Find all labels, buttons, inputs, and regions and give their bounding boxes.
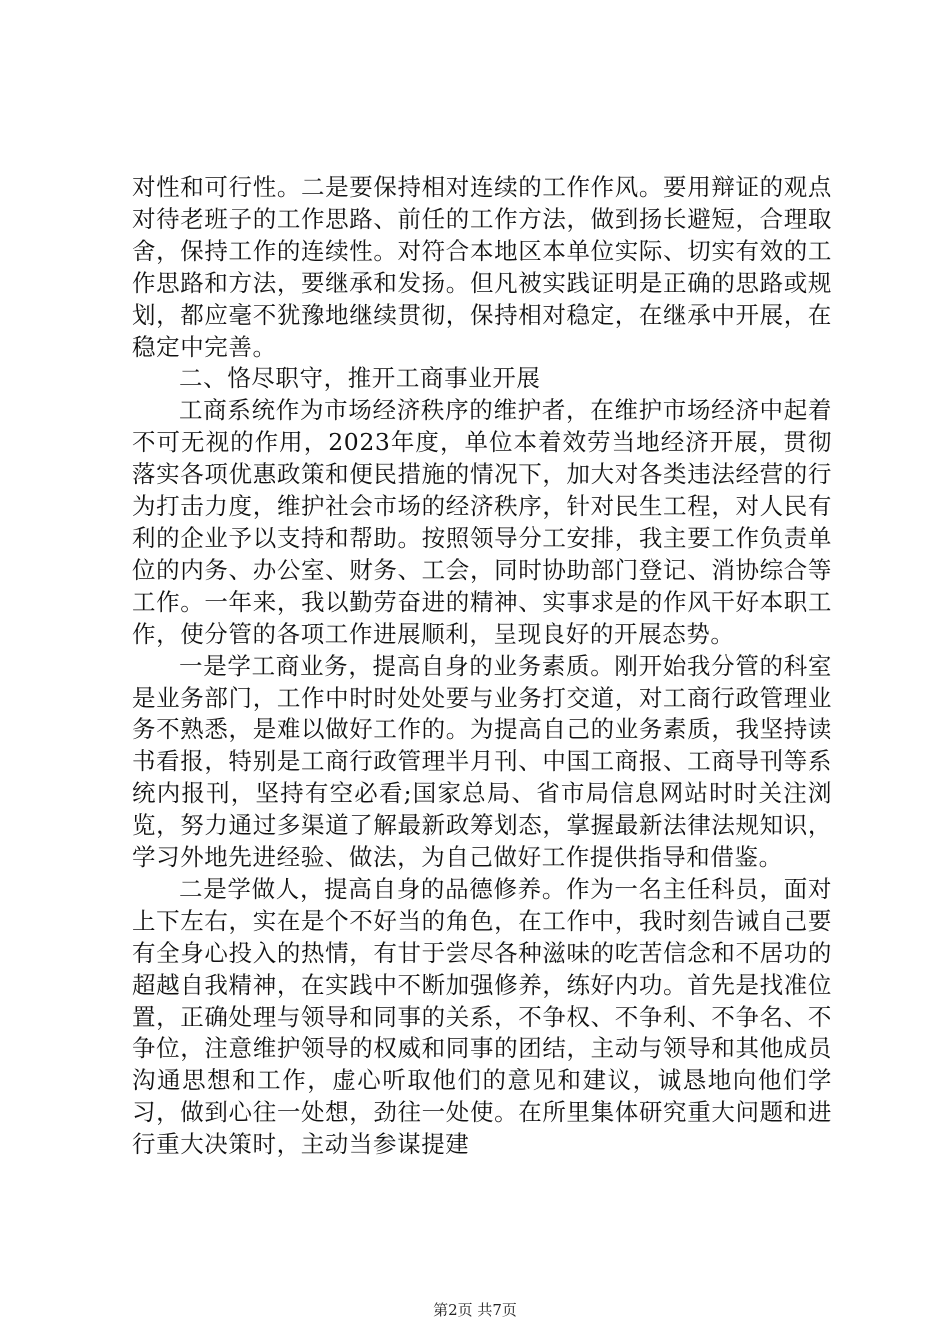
paragraph-business-study: 一是学工商业务，提高自身的业务素质。刚开始我分管的科室是业务部门，工作中时时处处要与业务打交道，对工商行政管理业务不熟悉，是难以做好工作的。为提高自己的业务素质，我坚持读书看报，特别是工商行政管理半月刊、中国工商报、工商导刊等系统内报刊，坚持有空必看;国家总局、省市局信息网站时时关注浏览，努力通过多渠道了解最新政筹划态，掌握最新法律法规知识，学习外地先进经验、做法，为自己做好工作提供指导和借鉴。 — [132, 651, 832, 872]
paragraph-continuation: 对性和可行性。二是要保持相对连续的工作作风。要用辩证的观点对待老班子的工作思路、前任的工作方法，做到扬长避短，合理取舍，保持工作的连续性。对符合本地区本单位实际、切实有效的工作思路和方法，要继承和发扬。但凡被实践证明是正确的思路或规划，都应毫不犹豫地继续贯彻，保持相对稳定，在继承中开展，在稳定中完善。 — [132, 173, 832, 361]
section-heading: 二、恪尽职守，推开工商事业开展 — [179, 364, 541, 393]
paragraph-moral-cultivation: 二是学做人，提高自身的品德修养。作为一名主任科员，面对上下左右，实在是个不好当的角色，在工作中，我时刻告诫自己要有全身心投入的热情，有甘于尝尽各种滋味的吃苦信念和不居功的超越自我精神，在实践中不断加强修养，练好内功。首先是找准位置，正确处理与领导和同事的关系，不争权、不争利、不争名、不争位，注意维护领导的权威和同事的团结，主动与领导和其他成员沟通思想和工作，虚心听取他们的意见和建议，诚恳地向他们学习，做到心往一处想，劲往一处使。在所里集体研究重大问题和进行重大决策时，主动当参谋提建 — [132, 874, 832, 1159]
paragraph-market-role: 工商系统作为市场经济秩序的维护者，在维护市场经济中起着不可无视的作用，2023年度，单位本着效劳当地经济开展，贯彻落实各项优惠政策和便民措施的情况下，加大对各类违法经营的行为打击力度，维护社会市场的经济秩序，针对民生工程，对人民有利的企业予以支持和帮助。按照领导分工安排，我主要工作负责单位的内务、办公室、财务、工会，同时协助部门登记、消协综合等工作。一年来，我以勤劳奋进的精神、实事求是的作风干好本职工作，使分管的各项工作进展顺利，呈现良好的开展态势。 — [132, 396, 832, 648]
document-body — [132, 172, 832, 1161]
page-number-footer: 第2页 共7页 — [433, 1301, 517, 1319]
